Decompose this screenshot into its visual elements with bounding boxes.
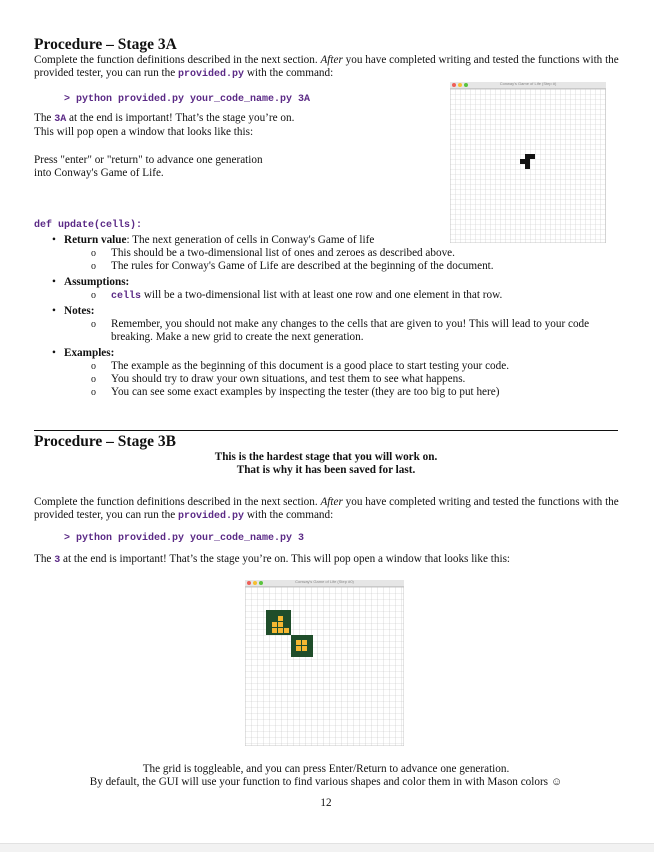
return-value-item (34, 234, 624, 247)
note-text: The (34, 553, 55, 565)
note-text-post: at the end is important! That’s the stage you’re on. This will pop open a window that looks like this: (60, 553, 511, 565)
page-number: 12 (320, 797, 332, 809)
note-text-post: at the end is important! That’s the stage you’re on. (66, 112, 295, 124)
stage-3b-footer (34, 763, 618, 789)
cell-grid (245, 587, 404, 746)
window-titlebar (245, 580, 404, 587)
stage-3b-warning (34, 451, 618, 477)
note-text: The (34, 112, 55, 124)
stage-3b-intro (34, 496, 619, 523)
live-cell (525, 159, 530, 164)
gold-cell (296, 646, 301, 651)
window-titlebar (450, 82, 606, 89)
live-cell (520, 159, 525, 164)
examples-label: Examples: (64, 346, 115, 359)
intro-text-post: with the command: (244, 509, 334, 522)
update-signature: def update(cells): (34, 220, 143, 231)
stage-3a-command: > python provided.py your_code_name.py 3A (64, 94, 311, 105)
intro-text: Complete the function definitions described in the next section. (34, 496, 321, 508)
example-sub-item: o The example as the beginning of this document is a good place to start testing your code. (34, 360, 631, 373)
stage-3a-note (34, 112, 434, 139)
stage-3a-press-text (34, 154, 434, 180)
example-sub-item: o You can see some exact examples by inspecting the tester (they are too big to put here) (34, 386, 631, 399)
press-line-1: Press "enter" or "return" to advance one generation (34, 154, 263, 166)
stage-3a-heading: Procedure – Stage 3A (34, 36, 177, 53)
gold-cell (302, 646, 307, 651)
game-of-life-window-3a (450, 82, 606, 243)
return-sub-item: o This should be a two-dimensional list of ones and zeroes as described above. (34, 247, 631, 260)
intro-text-mid: you have completed writing and tested the functions with the provided tester, you can run the (34, 496, 619, 522)
assumption-sub-item (34, 289, 631, 303)
press-line-2: into Conway's Game of Life. (34, 167, 164, 180)
provided-py-code: provided.py (178, 69, 245, 81)
assumptions-item (34, 276, 624, 289)
notes-sub-item: o Remember, you should not make any changes to the cells that are given to you! This will lead to your code breaking. Make a new grid to create the next generation. (34, 318, 631, 344)
gold-cell (272, 628, 277, 633)
stage-code: 3A (54, 114, 67, 125)
stage-3b-note (34, 553, 624, 567)
glider-highlight (266, 610, 291, 635)
notes-label: Notes: (64, 305, 95, 318)
example-sub-item: o You should try to draw your own situations, and test them to see what happens. (34, 373, 631, 386)
gold-cell (296, 640, 301, 645)
warning-line-2: That is why it has been saved for last. (236, 464, 416, 477)
cells-code: cells (111, 290, 142, 302)
stage-3a-intro (34, 54, 619, 81)
intro-after: After (320, 54, 343, 66)
live-cell (525, 154, 530, 159)
gold-cell (278, 628, 283, 633)
return-label: Return value (64, 234, 127, 246)
return-text: : The next generation of cells in Conway's Game of life (126, 234, 375, 246)
footer-line-2: By default, the GUI will use your function to find various shapes and color them in with Mason colors ☺ (89, 776, 563, 789)
return-sub-item: o The rules for Conway's Game of Life are described at the beginning of the document. (34, 260, 631, 273)
gold-cell (272, 622, 277, 627)
intro-text-mid: you have completed writing and tested the functions with the provided tester, you can run the (34, 54, 619, 80)
assumption-text: will be a two-dimensional list with at least one row and one element in that row. (141, 288, 503, 301)
live-cell (530, 154, 535, 159)
cell-grid (450, 89, 606, 243)
gold-cell (278, 622, 283, 627)
window-title: Conway's Game of Life (Step #) (499, 81, 557, 86)
intro-text-post: with the command: (244, 67, 334, 80)
gold-cell (278, 616, 283, 621)
provided-py-code: provided.py (178, 511, 245, 523)
update-spec-list (34, 234, 624, 399)
game-of-life-window-3b (245, 580, 404, 746)
gold-cell (284, 628, 289, 633)
assumptions-label: Assumptions: (64, 275, 130, 288)
intro-text: Complete the function definitions described in the next section. (34, 54, 321, 66)
intro-after: After (320, 496, 343, 508)
footer-line-1: The grid is toggleable, and you can press Enter/Return to advance one generation. (142, 763, 510, 775)
stage-code: 3 (54, 555, 61, 566)
section-divider (34, 430, 618, 431)
stage-3b-command: > python provided.py your_code_name.py 3 (64, 533, 305, 544)
warning-line-1: This is the hardest stage that you will work on. (214, 451, 438, 463)
notes-item (34, 305, 624, 318)
note-line-2: This will pop open a window that looks like this: (34, 126, 254, 139)
gold-cell (302, 640, 307, 645)
stage-3b-heading: Procedure – Stage 3B (34, 433, 176, 450)
examples-item (34, 347, 624, 360)
window-title: Conway's Game of Life (Step #0) (295, 579, 354, 584)
live-cell (525, 164, 530, 169)
block-highlight (291, 635, 313, 657)
